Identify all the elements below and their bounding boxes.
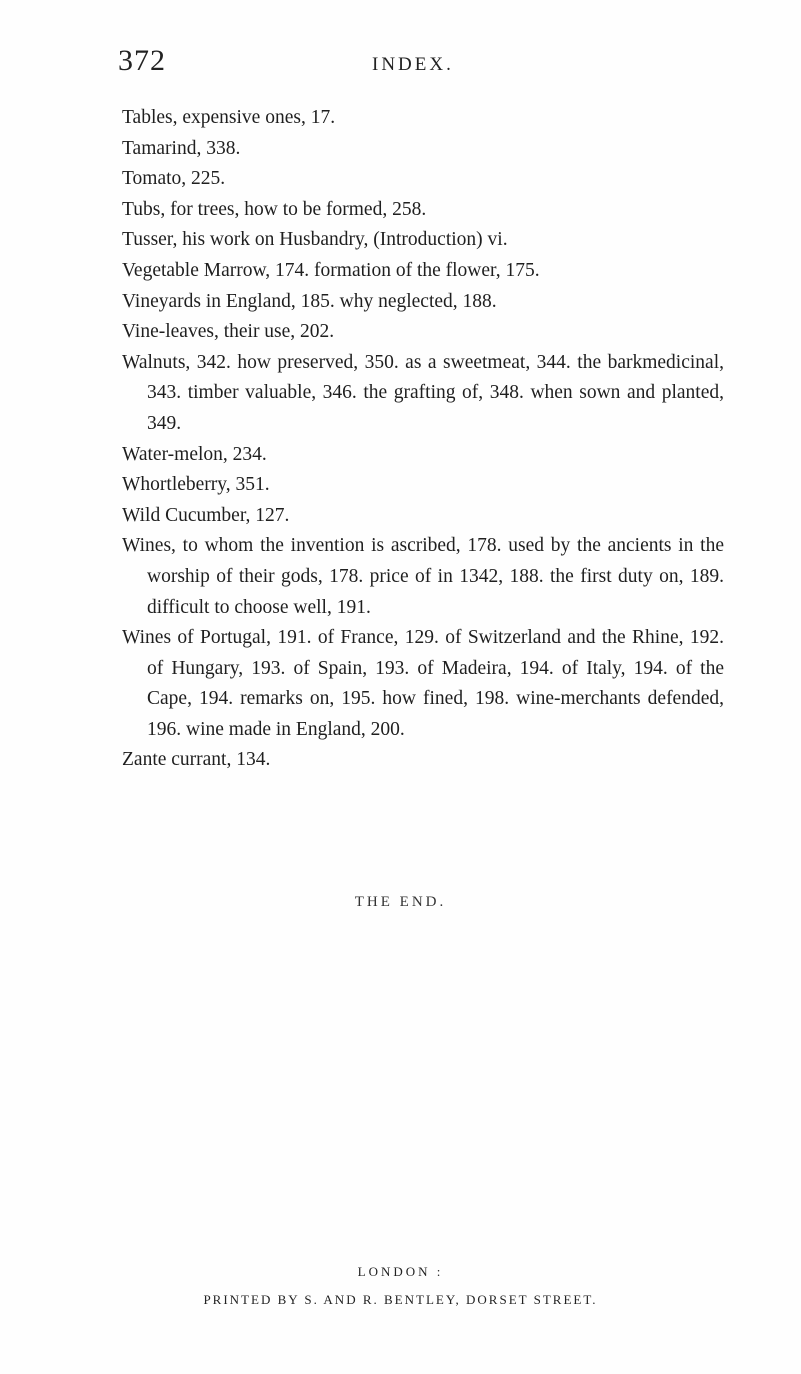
index-entry-tubs: Tubs, for trees, how to be formed, 258. xyxy=(122,198,427,220)
index-entry-wild-cucumber: Wild Cucumber, 127. xyxy=(122,504,290,526)
index-entry-tables: Tables, expensive ones, 17. xyxy=(122,107,336,128)
index-entry-tusser: Tusser, his work on Husbandry, (Introduction) vi. xyxy=(122,229,508,251)
index-entry-tamarind: Tamarind, 338. xyxy=(122,137,241,159)
index-entry-walnuts: Walnuts, 342. how preserved, 350. as a sweetmeat, 344. the barkmedicinal, 343. timber valuable, 346. the grafting of, 348. when sown and planted, 349. xyxy=(122,351,724,434)
the-end: THE END. xyxy=(354,894,447,910)
index-entry-vine-leaves: Vine-leaves, their use, 202. xyxy=(122,321,335,343)
index-entry-whortleberry: Whortleberry, 351. xyxy=(122,474,270,496)
index-entry-wines-of-portugal: Wines of Portugal, 191. of France, 129. of Switzerland and the Rhine, 192. of Hungary, 193. of Spain, 193. of Madeira, 194. of Italy, 194. of the Cape, 194. remarks on, 195. how fined, 198. wine-merchants defended, 196. wine made in England, 200. xyxy=(122,627,724,740)
index-entry-water-melon: Water-melon, 234. xyxy=(122,443,267,465)
running-head: INDEX. xyxy=(372,54,454,75)
page-number: 372 xyxy=(118,44,166,77)
index-list xyxy=(122,103,724,776)
index-entry-vegetable-marrow: Vegetable Marrow, 174. formation of the flower, 175. xyxy=(122,259,540,281)
imprint-printer: PRINTED BY S. AND R. BENTLEY, DORSET STREET. xyxy=(203,1292,598,1307)
index-entry-tomato: Tomato, 225. xyxy=(122,168,226,190)
index-entry-vineyards: Vineyards in England, 185. why neglected, 188. xyxy=(122,290,497,312)
imprint-city: LONDON : xyxy=(357,1264,444,1279)
index-entry-zante-currant: Zante currant, 134. xyxy=(122,749,271,771)
index-entry-wines: Wines, to whom the invention is ascribed, 178. used by the ancients in the worship of their gods, 178. price of in 1342, 188. the first duty on, 189. difficult to choose well, 191. xyxy=(122,535,724,618)
